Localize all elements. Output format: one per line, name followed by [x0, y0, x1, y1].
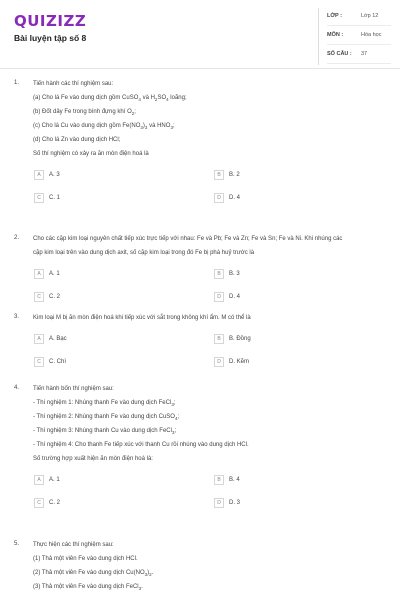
question-number: 3.: [14, 314, 20, 320]
answer-option-b[interactable]: [214, 269, 240, 279]
question-text-line: (2) Thả một viên Fe vào dung dịch $Cu(NO_3)_2$.: [33, 570, 154, 578]
answer-option-a[interactable]: [34, 334, 67, 344]
question-number: 1.: [14, 80, 20, 86]
option-letter-box[interactable]: D: [214, 292, 224, 302]
question-text-line: cặp kim loại trên vào dung dịch axit, số cặp kim loại trong đó Fe bị phá huỷ trước là: [33, 250, 255, 256]
question-text-line: (b) Đốt dây Fe trong bình đựng khí $O_2$;: [33, 109, 136, 117]
answer-option-d[interactable]: [214, 193, 240, 203]
question-text-line: (1) Thả một viên Fe vào dung dịch HCl.: [33, 556, 138, 562]
option-letter-box[interactable]: C: [34, 292, 44, 302]
answer-options: [33, 166, 383, 212]
quizizz-logo: QUIZIZZ: [14, 12, 87, 30]
option-letter-box[interactable]: B: [214, 269, 224, 279]
option-letter-box[interactable]: C: [34, 357, 44, 367]
meta-value: Lớp 12: [361, 13, 379, 19]
option-text: B. 4: [229, 477, 240, 483]
option-text: C. 2: [49, 294, 61, 300]
meta-row-subject: [327, 27, 391, 45]
question-text-line: - Thí nghiệm 3: Nhúng thanh Cu vào dung dịch FeCl$_3$;: [33, 428, 177, 436]
answer-options: [33, 471, 383, 517]
option-letter-box[interactable]: B: [214, 170, 224, 180]
page-header: [0, 0, 400, 69]
question-body: [33, 314, 383, 376]
question-body: [33, 541, 383, 597]
answer-option-a[interactable]: [34, 170, 60, 180]
question-text-line: Cho các cặp kim loại nguyên chất tiếp xúc trực tiếp với nhau: Fe và Pb; Fe và Zn; Fe và Sn; Fe và Ni. Khi nhúng các: [33, 236, 343, 242]
meta-value: Hóa học: [361, 32, 382, 38]
option-letter-box[interactable]: B: [214, 475, 224, 485]
question-text-line: (c) Cho lá Cu vào dung dịch gồm $Fe(NO_3)_3$ và $HNO_3$;: [33, 123, 175, 131]
question-number: 5.: [14, 541, 20, 547]
answer-options: [33, 330, 383, 376]
question-text-line: - Thí nghiệm 1: Nhúng thanh Fe vào dung dịch FeCl$_3$;: [33, 400, 176, 408]
option-letter-box[interactable]: C: [34, 193, 44, 203]
option-text: A. 1: [49, 477, 60, 483]
answer-option-c[interactable]: [34, 193, 60, 203]
option-letter-box[interactable]: D: [214, 498, 224, 508]
question-text-line: Số trường hợp xuất hiện ăn mòn điện hoá là:: [33, 456, 153, 462]
option-text: D. 4: [229, 294, 241, 300]
meta-value: 37: [361, 51, 368, 57]
option-text: D. Kẽm: [229, 359, 250, 365]
question-text-line: Thực hiện các thí nghiệm sau:: [33, 542, 114, 548]
answer-option-d[interactable]: [214, 498, 240, 508]
question-text-line: (3) Thả một viên Fe vào dung dịch FeCl$_3$.: [33, 584, 143, 592]
meta-key: LỚP :: [327, 13, 342, 19]
option-letter-box[interactable]: A: [34, 269, 44, 279]
option-letter-box[interactable]: A: [34, 475, 44, 485]
question-body: [33, 385, 383, 517]
meta-key: SỐ CÂU :: [327, 51, 352, 57]
answer-option-b[interactable]: [214, 475, 240, 485]
answer-option-b[interactable]: [214, 334, 251, 344]
option-text: A. 1: [49, 271, 60, 277]
question-text-line: Số thí nghiệm có xảy ra ăn mòn điện hoá là: [33, 151, 149, 157]
answer-option-b[interactable]: [214, 170, 240, 180]
question-number: 2.: [14, 235, 20, 241]
option-letter-box[interactable]: B: [214, 334, 224, 344]
meta-row-question-count: [327, 46, 391, 64]
answer-option-c[interactable]: [34, 357, 66, 367]
worksheet-title: Bài luyện tập số 8: [14, 33, 87, 43]
answer-option-c[interactable]: [34, 292, 60, 302]
answer-options: [33, 265, 383, 311]
question-text-line: Kim loại M bị ăn mòn điện hoá khi tiếp xúc với sắt trong không khí ẩm. M có thể là: [33, 315, 251, 321]
option-letter-box[interactable]: D: [214, 193, 224, 203]
question-body: [33, 235, 383, 311]
answer-option-c[interactable]: [34, 498, 60, 508]
question-text-line: Tiến hành các thí nghiệm sau:: [33, 81, 114, 87]
option-text: B. 3: [229, 271, 240, 277]
meta-key: MÔN :: [327, 32, 344, 38]
option-text: B. 2: [229, 172, 240, 178]
option-text: D. 4: [229, 195, 241, 201]
answer-option-a[interactable]: [34, 475, 60, 485]
option-text: C. Chì: [49, 359, 67, 365]
worksheet-meta: [318, 8, 382, 65]
option-letter-box[interactable]: A: [34, 334, 44, 344]
meta-row-class: [327, 8, 391, 26]
question-text-line: - Thí nghiệm 2: Nhúng thanh Fe vào dung dịch CuSO$_4$;: [33, 414, 180, 422]
option-text: C. 1: [49, 195, 61, 201]
option-letter-box[interactable]: C: [34, 498, 44, 508]
answer-option-d[interactable]: [214, 292, 240, 302]
question-text-line: - Thí nghiệm 4: Cho thanh Fe tiếp xúc với thanh Cu rồi nhúng vào dung dịch HCl.: [33, 442, 249, 448]
question-number: 4.: [14, 385, 20, 391]
option-letter-box[interactable]: A: [34, 170, 44, 180]
question-body: [33, 80, 383, 212]
question-text-line: (d) Cho lá Zn vào dung dịch HCl;: [33, 137, 121, 143]
option-text: A. 3: [49, 172, 60, 178]
option-text: B. Đồng: [229, 336, 251, 342]
question-text-line: Tiến hành bốn thí nghiệm sau:: [33, 386, 114, 392]
option-text: D. 3: [229, 500, 241, 506]
answer-option-a[interactable]: [34, 269, 60, 279]
answer-option-d[interactable]: [214, 357, 249, 367]
question-text-line: (a) Cho lá Fe vào dung dịch gồm CuSO$_4$ và $H_2SO_4$ loãng;: [33, 95, 187, 103]
option-text: C. 2: [49, 500, 61, 506]
option-text: A. Bạc: [49, 336, 67, 342]
option-letter-box[interactable]: D: [214, 357, 224, 367]
